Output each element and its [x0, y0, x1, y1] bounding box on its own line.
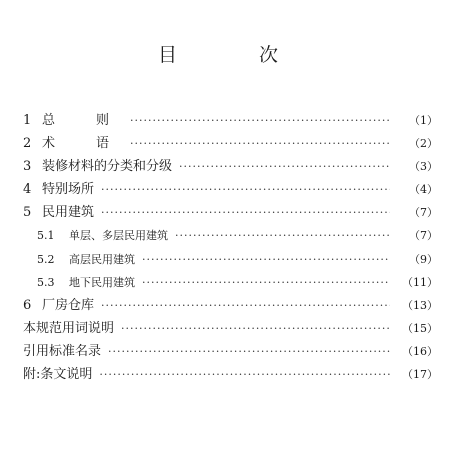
toc-dot-leader: [172, 224, 390, 247]
toc-entry-page: （3）: [409, 160, 438, 174]
toc-list: [23, 109, 438, 386]
toc-dot-leader: [98, 178, 390, 201]
toc-entry-label: 附:条文说明: [23, 367, 93, 383]
toc-entry-page: （13）: [402, 298, 438, 312]
toc-entry-number: 5.3: [37, 275, 55, 289]
toc-title: 目 次: [157, 44, 317, 66]
toc-dot-leader: [139, 248, 390, 271]
toc-entry-page: （16）: [402, 344, 438, 358]
toc-entry-5[interactable]: [23, 201, 438, 224]
toc-entry-page: （7）: [409, 206, 438, 220]
toc-entry-4[interactable]: [23, 178, 438, 201]
toc-entry-page: （15）: [402, 321, 438, 335]
toc-entry-page: （2）: [409, 137, 438, 151]
toc-entry-label: 单层、多层民用建筑: [69, 229, 168, 243]
toc-dot-leader: [139, 271, 390, 294]
toc-entry-number: 3: [23, 159, 32, 175]
toc-dot-leader: [127, 132, 390, 155]
toc-entry-number: 6: [23, 297, 32, 313]
toc-dot-leader: [98, 294, 390, 317]
toc-entry-page: （4）: [409, 183, 438, 197]
toc-entry-3[interactable]: [23, 155, 438, 178]
toc-entry-6[interactable]: [23, 294, 438, 317]
toc-entry-label: 引用标准名录: [23, 343, 102, 359]
toc-entry-number: 5: [23, 205, 32, 221]
toc-entry-2[interactable]: [23, 132, 438, 155]
toc-entry-page: （11）: [402, 275, 438, 289]
toc-entry-number: 5.2: [37, 252, 55, 266]
toc-entry-number: 5.1: [37, 229, 55, 243]
toc-entry-label: 装修材料的分类和分级: [42, 159, 173, 175]
toc-entry-1[interactable]: [23, 109, 438, 132]
toc-entry-page: （9）: [409, 252, 438, 266]
toc-entry-label: 高层民用建筑: [69, 252, 135, 266]
toc-dot-leader: [96, 363, 390, 386]
toc-entry-label: 特别场所: [42, 182, 95, 198]
toc-entry-appendix-notes[interactable]: [23, 363, 438, 386]
toc-entry-label: 总 则: [42, 113, 124, 128]
toc-entry-page: （7）: [409, 229, 438, 243]
toc-entry-page: （1）: [409, 114, 438, 127]
toc-entry-label: 本规范用词说明: [23, 320, 115, 336]
toc-entry-page: （17）: [402, 368, 438, 382]
toc-entry-5-3[interactable]: [23, 271, 438, 294]
toc-dot-leader: [98, 201, 390, 224]
toc-entry-label: 地下民用建筑: [69, 275, 135, 289]
toc-entry-number: 4: [23, 182, 32, 198]
toc-entry-label: 术 语: [42, 136, 124, 152]
toc-entry-5-1[interactable]: [23, 224, 438, 247]
toc-dot-leader: [176, 155, 390, 178]
toc-entry-number: 2: [23, 136, 32, 152]
toc-dot-leader: [105, 340, 390, 363]
toc-dot-leader: [118, 317, 390, 340]
toc-entry-referenced-standards[interactable]: [23, 340, 438, 363]
toc-entry-label: 厂房仓库: [42, 297, 95, 313]
toc-entry-5-2[interactable]: [23, 248, 438, 271]
toc-dot-leader: [127, 109, 390, 132]
toc-entry-terms-explanation[interactable]: [23, 317, 438, 340]
toc-entry-label: 民用建筑: [42, 205, 95, 221]
toc-entry-number: 1: [23, 113, 32, 128]
